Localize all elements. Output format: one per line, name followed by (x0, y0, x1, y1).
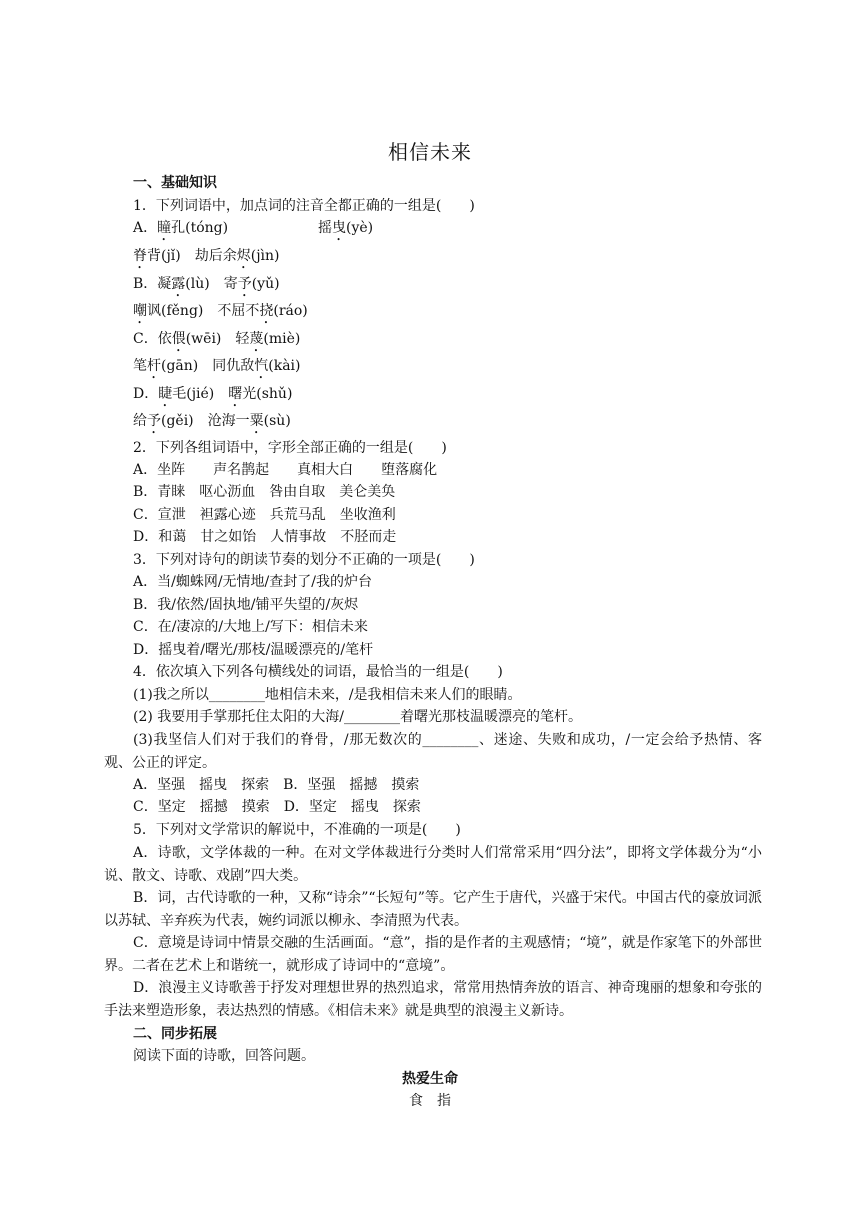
q4-options-ab: A．坚强 摇曳 探索 B．坚强 摇撼 摸索 (133, 777, 420, 793)
q4-stem: 4．依次填入下列各句横线处的词语，最恰当的一组是( ) (133, 664, 503, 680)
section-heading-extension: 二、同步拓展 (133, 1026, 217, 1042)
q3-option-d: D．摇曳着/曙光/那枝/温暖漂亮的/笔杆 (133, 642, 374, 658)
q2-option-a: A．坐阵 声名鹊起 真相大白 堕落腐化 (133, 462, 438, 478)
q2-option-d: D．和蔼 甘之如饴 人情事故 不胫而走 (133, 529, 397, 545)
q1-option-b-line2: 嘲讽(fěng) 不屈不挠(ráo) (133, 303, 308, 319)
q1-stem: 1．下列词语中，加点词的注音全都正确的一组是( ) (133, 198, 475, 214)
q2-stem: 2．下列各组词语中，字形全部正确的一组是( ) (133, 440, 447, 456)
q1-option-a-line2: 脊背(jǐ) 劫后余烬(jìn) (133, 248, 280, 264)
q5-option-b: B．词，古代诗歌的一种，又称“诗余”“长短句”等。它产生于唐代，兴盛于宋代。中国古代的豪放词派以苏轼、辛弃疾为代表，婉约词派以柳永、李清照为代表。 (104, 890, 762, 929)
q4-sentence-3: (3)我坚信人们对于我们的脊骨，/那无数次的________、迷途、失败和成功，/一定会给予热情、客观、公正的评定。 (104, 732, 762, 771)
q3-stem: 3．下列对诗句的朗读节奏的划分不正确的一项是( ) (133, 552, 475, 568)
q3-option-b: B．我/依然/固执地/铺平失望的/灰烬 (133, 597, 359, 613)
q2-option-c: C．宣泄 袒露心迹 兵荒马乱 坐收渔利 (133, 507, 396, 523)
q4-options-cd: C．坚定 摇撼 摸索 D．坚定 摇曳 探索 (133, 799, 421, 815)
q1-option-d-line2: 给予(gěi) 沧海一粟(sù) (133, 413, 291, 429)
q1-option-a-part1: A．瞳孔(tóng) (133, 220, 229, 236)
q5-option-d: D．浪漫主义诗歌善于抒发对理想世界的热烈追求，常常用热情奔放的语言、神奇瑰丽的想象和夸张的手法来塑造形象，表达热烈的情感。《相信未来》就是典型的浪漫主义新诗。 (104, 980, 762, 1019)
q1-option-c-line2: 笔杆(gān) 同仇敌忾(kài) (133, 358, 301, 374)
reading-instruction: 阅读下面的诗歌，回答问题。 (133, 1048, 315, 1064)
q2-option-b: B．青睐 呕心沥血 咎由自取 美仑美奂 (133, 484, 396, 500)
q1-option-b-line1: B．凝露(lù) 寄予(yǔ) (133, 276, 280, 292)
poem-title: 热爱生命 (402, 1071, 458, 1087)
q1-option-c-line1: C．依偎(wēi) 轻蔑(miè) (133, 331, 301, 347)
section-heading-basics: 一、基础知识 (133, 175, 217, 191)
page-title: 相信未来 (388, 140, 472, 164)
q3-option-c: C．在/凄凉的/大地上/写下：相信未来 (133, 619, 368, 635)
q3-option-a: A．当/蜘蛛网/无情地/查封了/我的炉台 (133, 574, 372, 590)
q5-option-a: A．诗歌，文学体裁的一种。在对文学体裁进行分类时人们常常采用“四分法”，即将文学体裁分为“小说、散文、诗歌、戏剧”四大类。 (104, 845, 762, 884)
q1-option-a-part2: 摇曳(yè) (318, 220, 374, 236)
q4-sentence-2: (2) 我要用手掌那托住太阳的大海/________着曙光那枝温暖漂亮的笔杆。 (133, 709, 582, 725)
q1-option-d-line1: D．睫毛(jié) 曙光(shǔ) (133, 386, 293, 402)
q4-sentence-1: (1)我之所以________地相信未来，/是我相信未来人们的眼睛。 (133, 687, 522, 703)
q5-stem: 5．下列对文学常识的解说中，不准确的一项是( ) (133, 822, 461, 838)
poem-author: 食 指 (409, 1093, 451, 1109)
q5-option-c: C．意境是诗词中情景交融的生活画面。“意”，指的是作者的主观感情；“境”，就是作家笔下的外部世界。二者在艺术上和谐统一，就形成了诗词中的“意境”。 (104, 935, 762, 974)
